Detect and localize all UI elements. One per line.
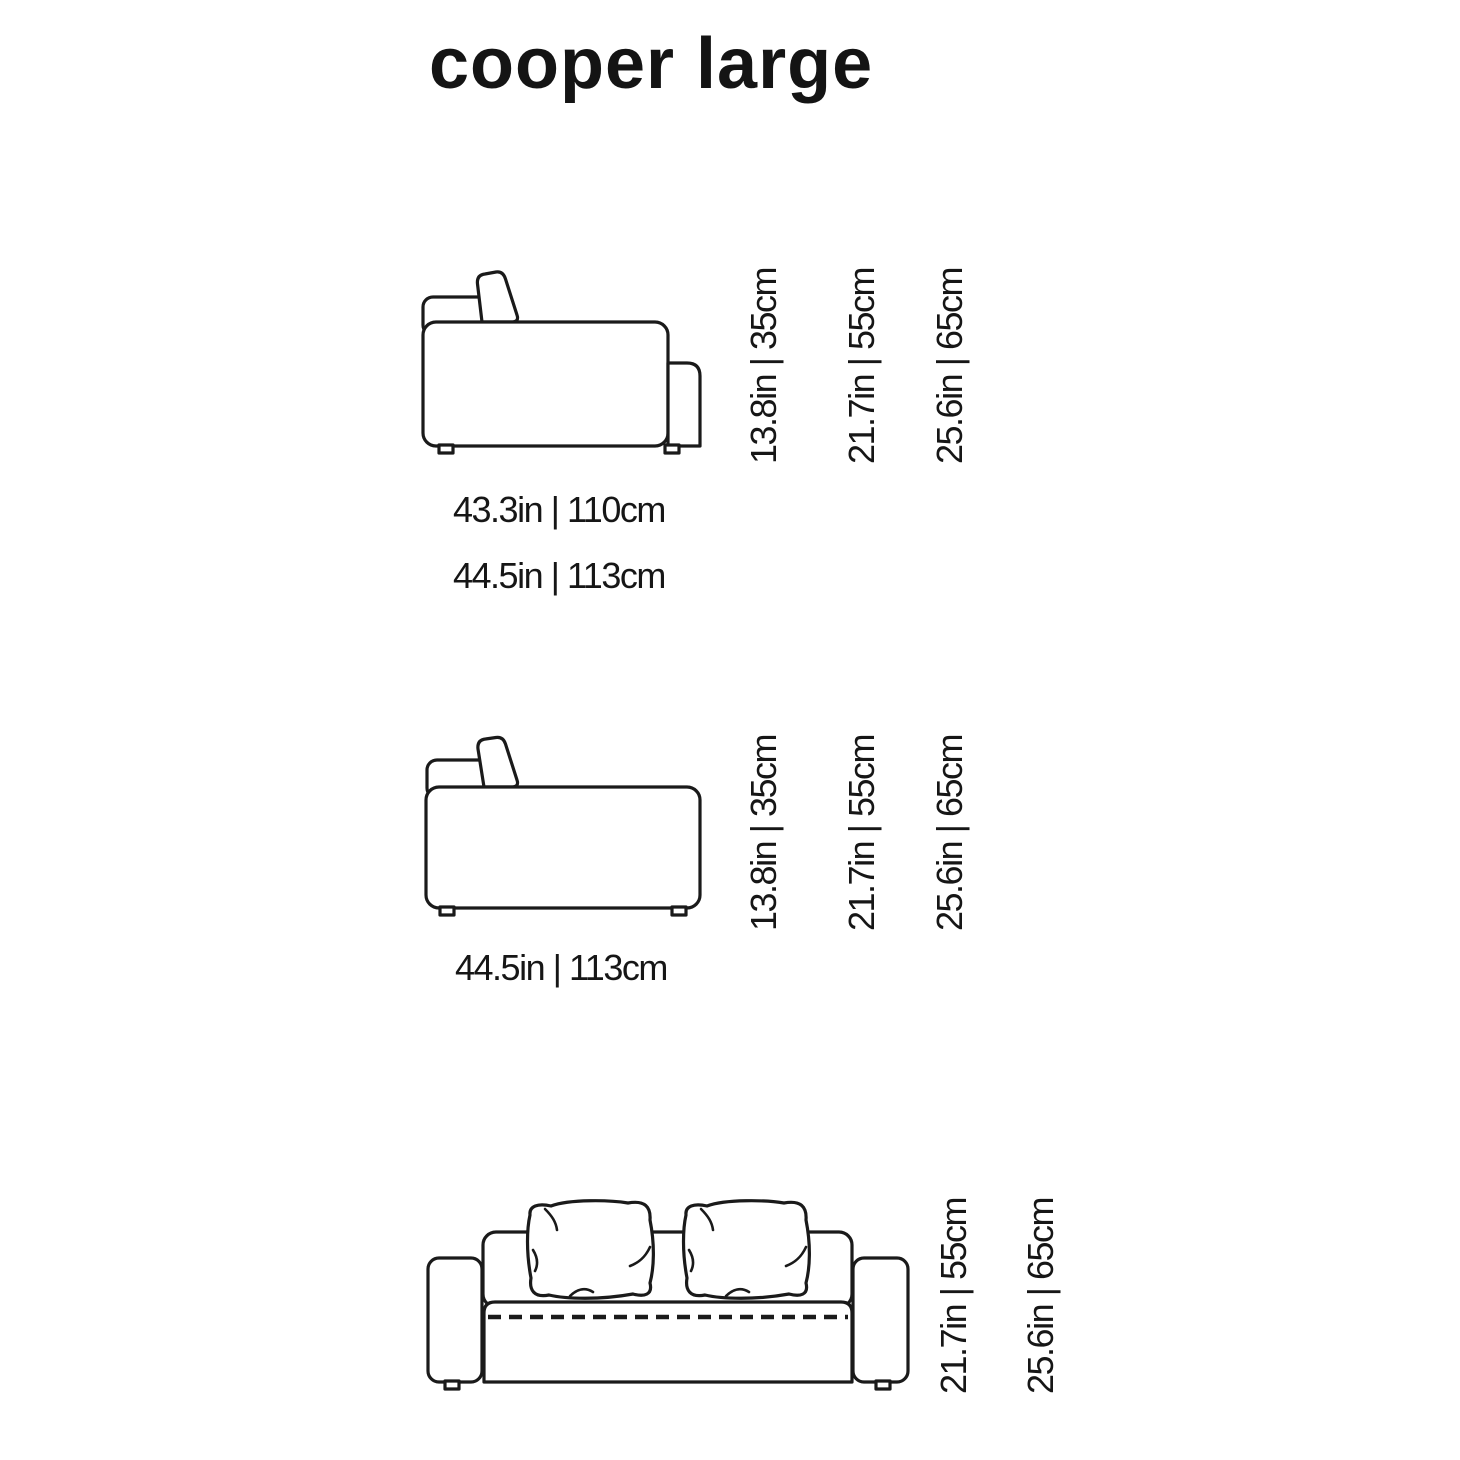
foot-shape	[440, 907, 454, 915]
foot-shape	[445, 1381, 459, 1389]
right-pillow-shape	[684, 1201, 810, 1299]
dim-total-height-label: 25.6in | 65cm	[929, 735, 970, 931]
dim-arm-height-label: 21.7in | 55cm	[841, 268, 882, 464]
page-title: cooper large	[429, 24, 874, 104]
dim-total-height-label: 25.6in | 65cm	[1020, 1198, 1061, 1394]
seat-base-shape	[484, 1302, 852, 1382]
dim-depth-label: 43.3in | 110cm	[453, 489, 665, 530]
dim-arm-height-label: 21.7in | 55cm	[841, 735, 882, 931]
dim-arm-height-label: 21.7in | 55cm	[933, 1198, 974, 1394]
dim-total-depth-label: 44.5in | 113cm	[455, 947, 667, 988]
dim-seat-height-label: 13.8in | 35cm	[743, 735, 784, 931]
tilted-pillow-shape	[477, 272, 517, 322]
dim-seat-height-label: 13.8in | 35cm	[743, 268, 784, 464]
dim-total-depth-label: 44.5in | 113cm	[453, 555, 665, 596]
foot-shape	[439, 445, 453, 453]
tilted-pillow-shape	[478, 737, 518, 787]
left-pillow-shape	[528, 1201, 654, 1299]
left-armrest-shape	[428, 1258, 482, 1382]
dim-total-height-label: 25.6in | 65cm	[929, 268, 970, 464]
sofa-body-shape	[423, 322, 668, 446]
